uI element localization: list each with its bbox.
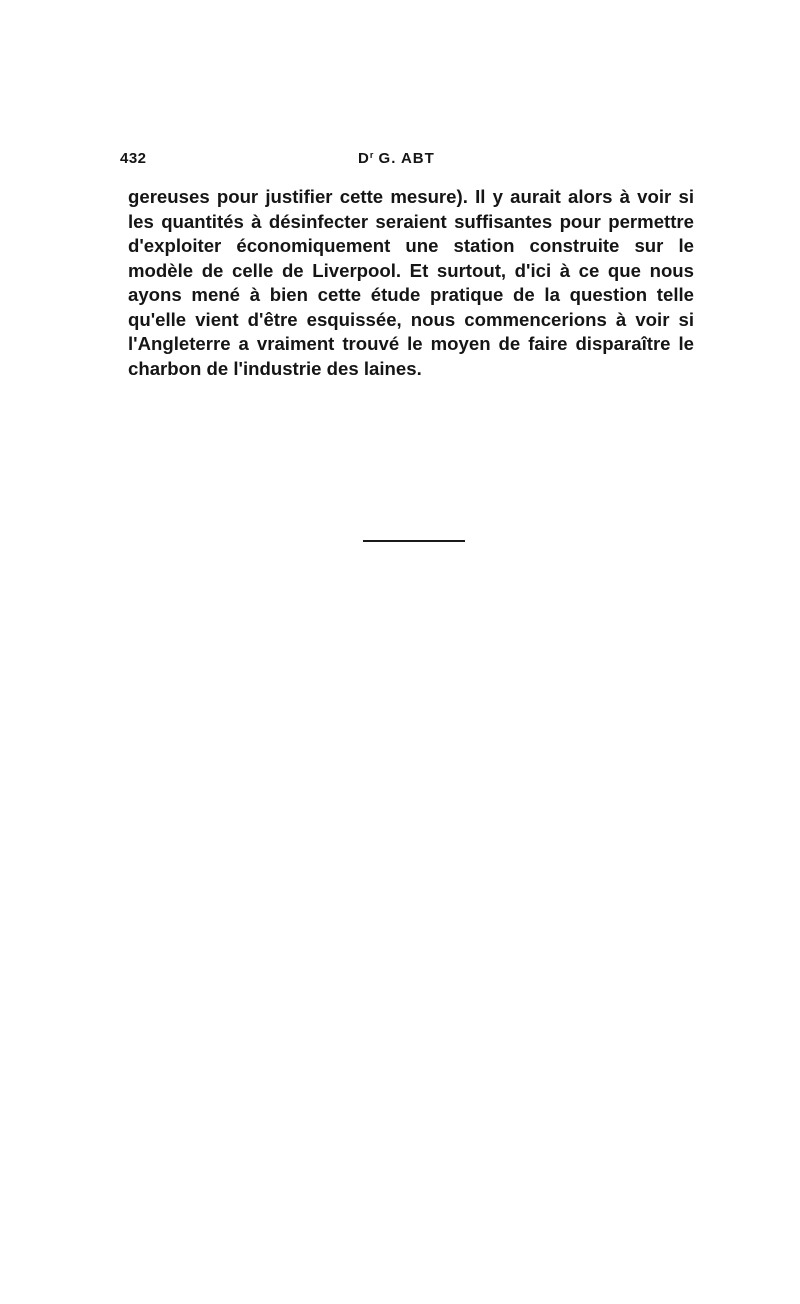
running-title-rest: G. ABT xyxy=(373,150,435,167)
running-head xyxy=(120,150,696,174)
page-number: 432 xyxy=(120,150,147,167)
body-paragraph: gereuses pour justifier cette mesure). Il y aurait alors à voir si les quantités à désinfecter seraient suffisantes pour permettre d'exploiter économiquement une station construite sur le modèle de celle de Liverpool. Et surtout, d'ici à ce que nous ayons mené à bien cette étude pratique de la question telle qu'elle vient d'être esquissée, nous commencerions à voir si l'Angleterre a vraiment trouvé le moyen de faire disparaître le charbon de l'industrie des laines. xyxy=(128,186,694,379)
section-end-rule xyxy=(363,540,465,542)
running-title-prefix: D xyxy=(358,150,370,167)
running-title xyxy=(358,150,435,167)
running-title-superscript: r xyxy=(369,150,374,160)
